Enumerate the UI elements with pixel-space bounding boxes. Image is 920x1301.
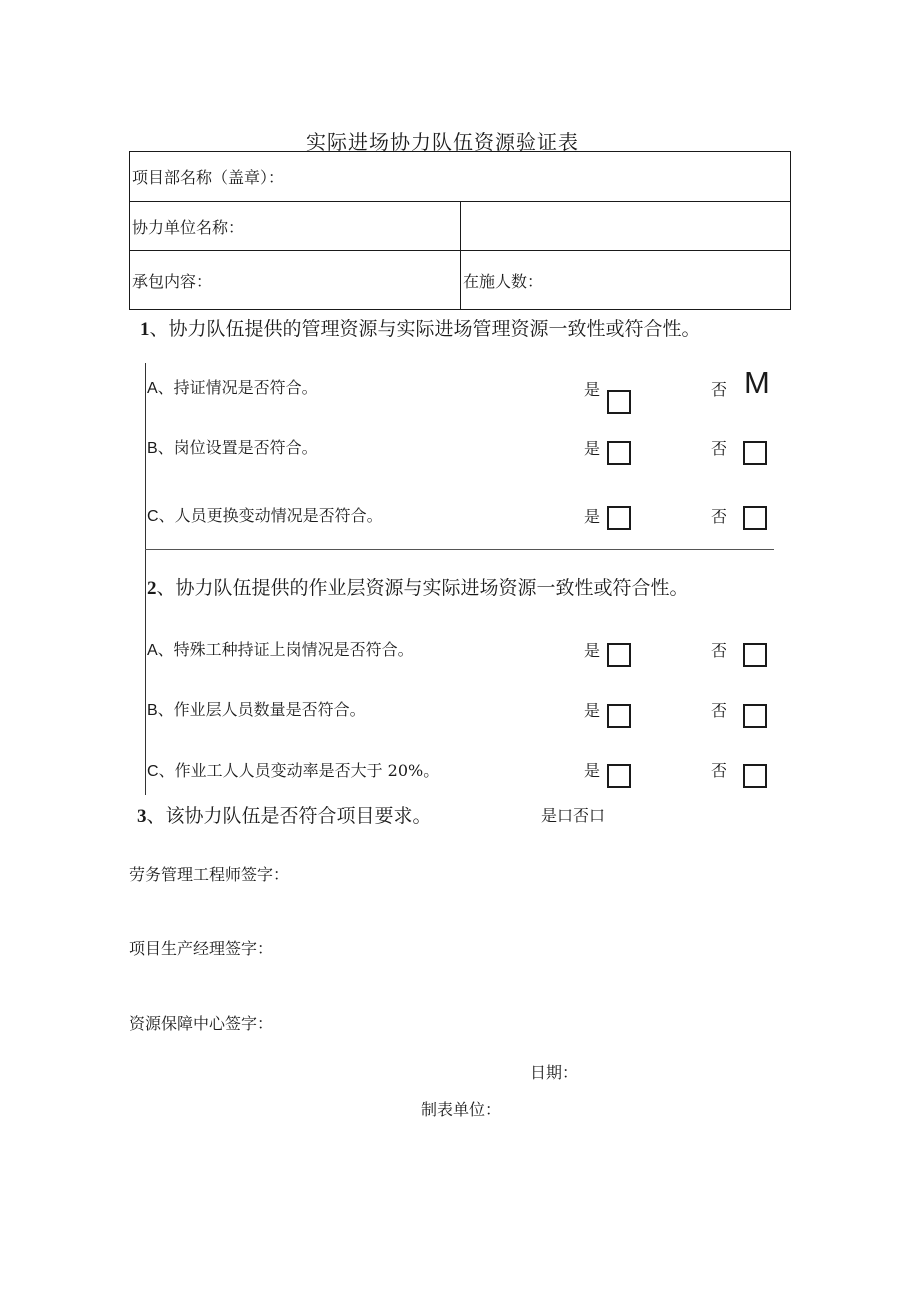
section1-number: 1 [140,319,150,340]
issuer-field[interactable]: 制表单位： [421,1100,502,1119]
s1-a-no-label: 否 [711,380,728,399]
s1-b-yes-label: 是 [584,439,601,458]
s2-c-yes-label: 是 [584,761,601,780]
section2-heading [147,573,689,600]
s1-item-a-text: 、持证情况是否符合。 [157,378,318,397]
partner-unit-field[interactable] [461,202,791,251]
s1-item-c-text: 、人员更换变动情况是否符合。 [158,506,383,525]
s1-item-c [147,503,383,526]
s2-b-yes-checkbox[interactable] [607,704,631,728]
s2-a-no-label: 否 [711,641,728,660]
section3-title: 、该协力队伍是否符合项目要求。 [146,805,432,827]
form-title: 实际进场协力队伍资源验证表 [306,130,579,154]
labor-engineer-signature[interactable]: 劳务管理工程师签字： [129,865,290,884]
s1-item-b [147,435,318,458]
section-divider [145,549,774,550]
s1-c-no-checkbox[interactable] [743,506,767,530]
s2-b-yes-label: 是 [584,701,601,720]
section2-number: 2 [147,578,157,599]
s2-c-no-checkbox[interactable] [743,764,767,788]
s1-c-yes-checkbox[interactable] [607,506,631,530]
s1-b-no-label: 否 [711,439,728,458]
section3-heading [137,801,432,828]
s2-item-c [147,758,439,781]
s2-a-yes-label: 是 [584,641,601,660]
s1-c-no-label: 否 [711,507,728,526]
s1-a-yes-label: 是 [584,380,601,399]
s2-item-b [147,697,366,720]
s2-item-c-letter: C [147,763,159,780]
s2-item-b-letter: B [147,702,158,719]
section2-title: 、协力队伍提供的作业层资源与实际进场资源一致性或符合性。 [156,577,689,599]
s1-item-c-letter: C [147,508,159,525]
section1-heading [140,314,701,341]
s1-b-yes-checkbox[interactable] [607,441,631,465]
workers-on-site-field[interactable]: 在施人数： [461,251,791,310]
s1-a-yes-checkbox[interactable] [607,390,631,414]
s2-item-a [147,637,414,660]
s2-c-no-label: 否 [711,761,728,780]
section3-answer[interactable]: 是口否口 [541,806,606,825]
s2-item-a-text: 、特殊工种持证上岗情况是否符合。 [157,640,414,659]
s2-c-yes-checkbox[interactable] [607,764,631,788]
s2-a-no-checkbox[interactable] [743,643,767,667]
project-dept-field[interactable]: 项目部名称（盖章）： [130,152,791,202]
partner-unit-label: 协力单位名称： [130,202,461,251]
s1-item-b-letter: B [147,440,158,457]
s1-item-b-text: 、岗位设置是否符合。 [157,438,318,457]
s1-b-no-checkbox[interactable] [743,441,767,465]
s2-a-yes-checkbox[interactable] [607,643,631,667]
s2-item-a-letter: A [147,642,158,659]
s2-b-no-checkbox[interactable] [743,704,767,728]
section1-title: 、协力队伍提供的管理资源与实际进场管理资源一致性或符合性。 [149,318,701,340]
production-manager-signature[interactable]: 项目生产经理签字： [129,939,274,958]
section3-number: 3 [137,806,147,827]
s1-item-a [147,375,318,398]
resource-center-signature[interactable]: 资源保障中心签字： [129,1014,274,1033]
contract-content-field[interactable]: 承包内容： [130,251,461,310]
s2-b-no-label: 否 [711,701,728,720]
header-table [129,151,791,310]
s2-item-c-text: 、作业工人人员变动率是否大于 20%。 [158,761,440,780]
date-field[interactable]: 日期： [530,1063,579,1082]
s1-c-yes-label: 是 [584,507,601,526]
left-rule [145,363,146,795]
s1-item-a-letter: A [147,380,158,397]
s1-a-no-mark[interactable]: M [744,365,770,400]
s2-item-b-text: 、作业层人员数量是否符合。 [157,700,366,719]
